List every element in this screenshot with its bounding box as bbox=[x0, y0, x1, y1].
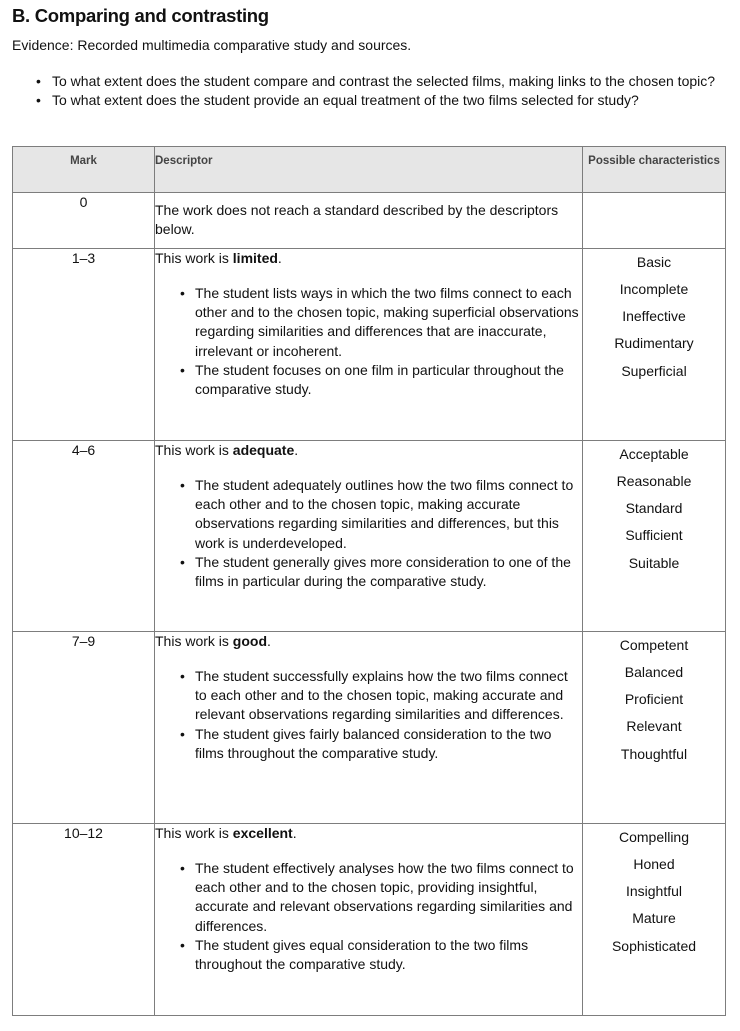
point-text: The student successfully explains how the two films connect to each other and to the chosen topic, making accurate and relevant observations regarding similarities and differences. bbox=[195, 667, 568, 723]
level-prefix: This work is bbox=[155, 824, 233, 841]
bullet-icon: • bbox=[180, 476, 185, 493]
level-word: limited bbox=[232, 249, 278, 266]
level-prefix: This work is bbox=[155, 632, 233, 649]
table-row bbox=[13, 248, 726, 440]
question-text: To what extent does the student compare and contrast the selected films, making links to the chosen topic? bbox=[52, 73, 716, 89]
descriptor-cell bbox=[155, 440, 583, 631]
descriptor-points bbox=[155, 476, 582, 592]
list-item bbox=[180, 553, 582, 592]
list-item bbox=[180, 361, 582, 400]
level-suffix: . bbox=[267, 632, 271, 649]
list-item bbox=[180, 936, 582, 975]
characteristic: Insightful bbox=[625, 883, 683, 900]
list-item bbox=[180, 284, 582, 361]
characteristics-cell bbox=[583, 248, 726, 440]
table-row bbox=[13, 440, 726, 631]
level-statement bbox=[155, 632, 582, 651]
descriptor-points bbox=[155, 859, 582, 975]
characteristic: Acceptable bbox=[619, 445, 689, 462]
characteristic: Sufficient bbox=[625, 527, 683, 544]
list-item bbox=[180, 859, 582, 936]
characteristics-cell bbox=[583, 440, 726, 631]
characteristic: Ineffective bbox=[622, 308, 686, 325]
characteristic: Sophisticated bbox=[611, 937, 697, 954]
characteristic: Superficial bbox=[621, 362, 687, 379]
mark-cell: 1–3 bbox=[13, 248, 155, 440]
mark-cell: 0 bbox=[13, 193, 155, 249]
characteristic: Reasonable bbox=[616, 472, 692, 489]
point-text: The student gives equal consideration to the two films throughout the comparative study. bbox=[195, 937, 529, 973]
characteristic: Incomplete bbox=[619, 280, 689, 297]
point-text: The student generally gives more consideration to one of the films in particular during the comparative study. bbox=[195, 554, 571, 590]
characteristic: Proficient bbox=[624, 691, 684, 708]
characteristic: Balanced bbox=[624, 663, 684, 680]
mark-header: Mark bbox=[13, 147, 155, 193]
bullet-icon: • bbox=[36, 92, 41, 108]
list-item bbox=[180, 476, 582, 553]
characteristic: Standard bbox=[625, 500, 683, 517]
characteristics-header: Possible characteristics bbox=[583, 147, 726, 193]
bullet-icon: • bbox=[180, 937, 185, 954]
characteristic: Rudimentary bbox=[614, 335, 694, 352]
bullet-icon: • bbox=[180, 725, 185, 742]
characteristic: Honed bbox=[633, 855, 675, 872]
level-suffix: . bbox=[292, 824, 297, 841]
evidence-line: Evidence: Recorded multimedia comparative study and sources. bbox=[12, 37, 412, 53]
characteristics-cell bbox=[583, 193, 726, 249]
descriptor-points bbox=[155, 667, 582, 763]
bullet-icon: • bbox=[180, 667, 185, 684]
mark-cell: 10–12 bbox=[13, 823, 155, 1015]
header-row bbox=[13, 147, 726, 193]
point-text: The student gives fairly balanced consideration to the two films throughout the comparative study. bbox=[195, 725, 552, 762]
bullet-icon: • bbox=[180, 859, 185, 876]
level-statement bbox=[155, 824, 582, 843]
mark-cell: 7–9 bbox=[13, 631, 155, 823]
level-statement bbox=[155, 441, 582, 460]
level-prefix: This work is bbox=[155, 249, 233, 266]
point-text: The student adequately outlines how the two films connect to each other and to the chosen topic, making accurate observations regarding similarities and differences, but this work is underdeveloped. bbox=[195, 476, 574, 551]
level-prefix: This work is bbox=[155, 441, 233, 458]
question-item bbox=[36, 72, 727, 91]
level-word: adequate bbox=[232, 441, 295, 458]
characteristic: Thoughtful bbox=[620, 745, 688, 762]
point-text: The student lists ways in which the two films connect to each other and to the chosen topic, making superficial observations regarding similarities and differences that are inaccurate, irrelevant or incoherent. bbox=[195, 284, 579, 359]
guiding-questions bbox=[36, 72, 727, 110]
descriptor-cell bbox=[155, 248, 583, 440]
list-item bbox=[180, 667, 582, 725]
point-text: The student effectively analyses how the two films connect to each other and to the chosen topic, providing insightful, accurate and relevant observations regarding similarities and differences. bbox=[195, 859, 574, 934]
descriptor-cell: The work does not reach a standard described by the descriptors below. bbox=[155, 193, 583, 249]
list-item bbox=[180, 725, 582, 764]
level-suffix: . bbox=[294, 441, 299, 458]
characteristics-cell bbox=[583, 823, 726, 1015]
bullet-icon: • bbox=[180, 362, 185, 379]
characteristic: Relevant bbox=[626, 718, 682, 735]
characteristic: Mature bbox=[632, 910, 676, 927]
descriptor-points bbox=[155, 284, 582, 400]
characteristic: Compelling bbox=[618, 828, 690, 845]
descriptor-header: Descriptor bbox=[155, 147, 583, 193]
question-item bbox=[36, 91, 727, 110]
table-row bbox=[13, 823, 726, 1015]
question-text: To what extent does the student provide an equal treatment of the two films selected for study? bbox=[52, 92, 639, 108]
level-statement bbox=[155, 249, 582, 268]
bullet-icon: • bbox=[36, 73, 41, 89]
bullet-icon: • bbox=[180, 554, 185, 571]
point-text: The student focuses on one film in particular throughout the comparative study. bbox=[195, 362, 564, 398]
descriptor-cell bbox=[155, 631, 583, 823]
table-row bbox=[13, 193, 726, 249]
characteristic: Basic bbox=[636, 253, 672, 270]
characteristic: Suitable bbox=[628, 554, 680, 571]
section-title: B. Comparing and contrasting bbox=[12, 5, 269, 26]
bullet-icon: • bbox=[180, 284, 185, 301]
rubric-table bbox=[12, 146, 726, 1016]
level-suffix: . bbox=[277, 249, 282, 266]
mark-cell: 4–6 bbox=[13, 440, 155, 631]
characteristics-cell bbox=[583, 631, 726, 823]
table-row bbox=[13, 631, 726, 823]
level-word: excellent bbox=[232, 824, 293, 841]
descriptor-cell bbox=[155, 823, 583, 1015]
level-word: good bbox=[232, 632, 268, 649]
characteristic: Competent bbox=[619, 636, 689, 653]
